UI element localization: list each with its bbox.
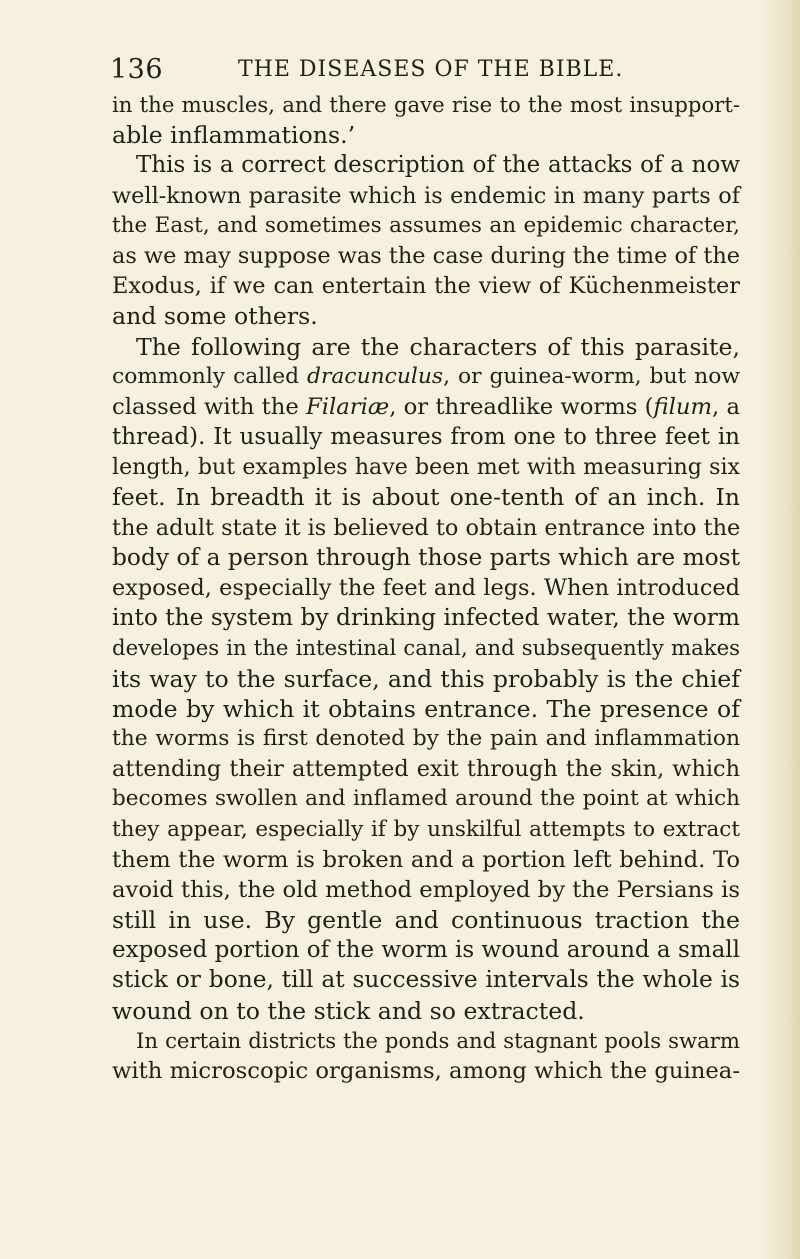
text-line: they appear, especially if by unskilful attempts to extract	[112, 816, 740, 842]
text-line: The following are the characters of this parasite,	[136, 332, 740, 361]
text-line: the adult state it is believed to obtain entrance into the	[112, 514, 741, 541]
text-line: attending their attempted exit through the skin, which	[112, 756, 740, 783]
text-line	[112, 362, 740, 392]
text-line: into the system by drinking infected water, the worm	[112, 604, 740, 632]
text-line: feet. In breadth it is about one-tenth of an inch. In	[112, 483, 740, 512]
text-line: thread). It usually measures from one to three feet in	[112, 424, 740, 451]
text-fragment: classed with the	[112, 393, 306, 420]
text-line: Exodus, if we can entertain the view of Küchenmeister	[112, 273, 740, 300]
text-line: and some others.	[112, 302, 318, 331]
text-line	[112, 392, 740, 422]
italic-term: filum	[653, 393, 713, 420]
text-line: wound on to the stick and so extracted.	[112, 996, 585, 1025]
text-line: the East, and sometimes assumes an epidemic character,	[112, 212, 740, 238]
text-line: stick or bone, till at successive intervals the whole is	[112, 966, 740, 994]
text-line: exposed, especially the feet and legs. When introduced	[112, 575, 740, 601]
page-header	[110, 54, 710, 90]
text-line: as we may suppose was the case during the time of the	[112, 242, 740, 269]
text-line: its way to the surface, and this probably is the chief	[112, 664, 740, 693]
italic-term: Filariæ	[305, 393, 390, 420]
italic-term: dracunculus	[307, 363, 444, 389]
text-line: In certain districts the ponds and stagnant pools swarm	[136, 1027, 740, 1053]
text-line: well-known parasite which is endemic in many parts of	[112, 182, 740, 209]
text-line: still in use. By gentle and continuous traction the	[112, 906, 740, 935]
text-fragment: , or threadlike worms (	[389, 393, 654, 420]
text-line: with microscopic organisms, among which the guinea-	[112, 1058, 740, 1084]
text-line: in the muscles, and there gave rise to the most insupport-	[112, 92, 740, 117]
text-line: them the worm is broken and a portion left behind. To	[112, 846, 740, 873]
text-fragment: , a	[712, 393, 741, 420]
text-line: the worms is first denoted by the pain and inflammation	[112, 725, 740, 751]
text-line: becomes swollen and inflamed around the point at which	[112, 786, 740, 812]
text-line: mode by which it obtains entrance. The presence of	[112, 694, 740, 723]
text-line: length, but examples have been met with measuring six	[112, 454, 740, 481]
text-line: body of a person through those parts which are most	[112, 543, 740, 571]
text-line: avoid this, the old method employed by the Persians is	[112, 876, 740, 903]
text-fragment: commonly called	[112, 363, 308, 389]
text-line: exposed portion of the worm is wound around a small	[112, 937, 740, 964]
text-line: developes in the intestinal canal, and subsequently makes	[112, 635, 740, 661]
running-head: THE DISEASES OF THE BIBLE.	[238, 57, 624, 82]
page-number: 136	[110, 54, 164, 85]
text-fragment: , or guinea-worm, but now	[443, 363, 741, 389]
page-edge-shadow	[760, 0, 800, 1259]
text-line: able inflammations.’	[112, 121, 356, 150]
body-text	[112, 90, 740, 1086]
text-line: This is a correct description of the attacks of a now	[136, 152, 740, 179]
